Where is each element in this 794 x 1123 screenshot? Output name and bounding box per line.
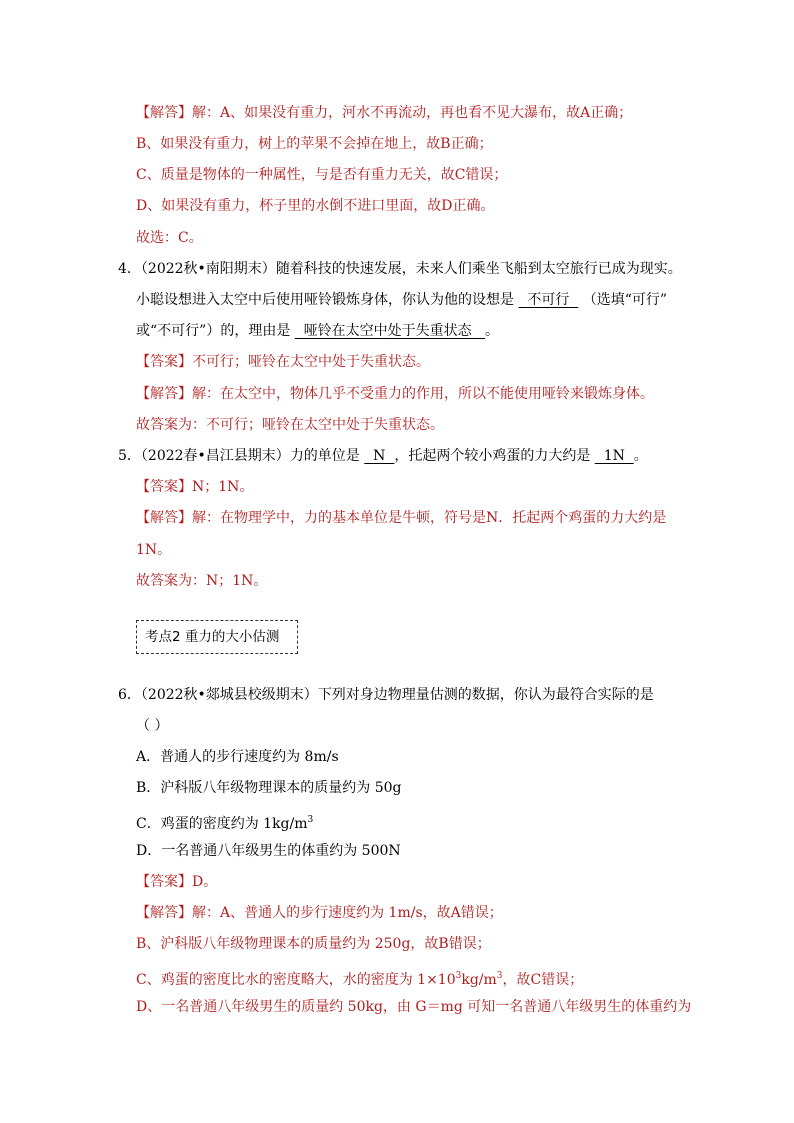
q5-answer-tag: 【答案】 [136,479,192,495]
q4-answer: 【答案】不可行；哑铃在太空中处于失重状态。 [136,354,430,370]
q6-source: （2022秋•郯城县校级期末） [140,687,318,703]
section-title: 考点2 重力的大小估测 [145,629,280,645]
q3-solution-line-1: 【解答】解：A、如果没有重力，河水不再流动，再也看不见大瀑布，故A正确； [136,105,633,121]
q4-jieda-tag: 【解答】 [136,386,192,402]
q3-conclusion: 故选：C。 [136,230,203,246]
q4-solution: 【解答】解：在太空中，物体几乎不受重力的作用，所以不能使用哑铃来锻炼身体。 [136,386,654,402]
q5-blank-1: N [373,448,386,464]
q4-blank-1: 不可行 [527,292,570,308]
q4-conclusion: 故答案为：不可行；哑铃在太空中处于失重状态。 [136,417,444,433]
q6-solution-line-1: 【解答】解：A、普通人的步行速度约为 1m/s，故A错误； [136,905,503,921]
q6-option-c: C．鸡蛋的密度约为 $1kg/m^3$ [136,815,314,832]
q6-solution-line-2: B、沪科版八年级物理课本的质量约为 250g，故B错误； [136,936,491,952]
q3-solution-line-2: B、如果没有重力，树上的苹果不会掉在地上，故B正确； [136,136,493,152]
q6-option-b: B．沪科版八年级物理课本的质量约为 50g [136,780,402,796]
q5-jieda-tag: 【解答】 [136,510,192,526]
q5-answer: 【答案】N；1N。 [136,479,254,495]
q5-solution-line-2: 1N。 [136,542,172,558]
q4-stem-line-3: 或“不可行”）的，理由是 哑铃在太空中处于失重状态 。 [136,323,500,339]
q5-blank-2: 1N [603,448,625,464]
q6-option-d: D．一名普通八年级男生的体重约为 500N [136,843,401,859]
q3-jieda-tag: 【解答】 [136,105,192,121]
q6-stem: 6．（2022秋•郯城县校级期末）下列对身边物理量估测的数据，你认为最符合实际的是 [118,687,654,703]
q6-solution-line-4: D、一名普通八年级男生的质量约 50kg，由 G＝mg 可知一名普通八年级男生的体重约为 [136,999,692,1015]
q5-conclusion: 故答案为：N；1N。 [136,573,268,589]
q5-source: （2022春•昌江县期末） [140,448,290,464]
q4-answer-tag: 【答案】 [136,354,192,370]
q5-stem: 5．（2022春•昌江县期末）力的单位是 N ，托起两个较小鸡蛋的力大约是 1N 。 [118,448,648,464]
q5-solution-line-1: 【解答】解：在物理学中，力的基本单位是牛顿，符号是N．托起两个鸡蛋的力大约是 [136,510,667,526]
q6-paren: （ ） [136,718,169,734]
q6-solution-line-3: C、鸡蛋的密度比水的密度略大，水的密度为 $1\times 10^3kg/m^3$，故C错误； [136,971,584,988]
q4-stem-line-2: 小聪设想进入太空中后使用哑铃锻炼身体，你认为他的设想是 不可行 （选填“可行” [136,292,668,308]
q3-solution-line-4: D、如果没有重力，杯子里的水倒不进口里面，故D正确。 [136,198,495,214]
q6-answer: 【答案】D。 [136,874,218,890]
section-title-box [136,620,298,654]
q4-source: （2022秋•南阳期末） [140,261,276,277]
q6-number: 6． [118,687,141,703]
q5-number: 5． [118,448,141,464]
q6-option-a: A．普通人的步行速度约为 8m/s [136,749,339,765]
q4-blank-2: 哑铃在太空中处于失重状态 [303,323,472,339]
q4-stem-line-1: 4．（2022秋•南阳期末）随着科技的快速发展，未来人们乘坐飞船到太空旅行已成为现实。 [118,261,682,277]
q6-answer-tag: 【答案】 [136,874,192,890]
q3-solution-line-3: C、质量是物体的一种属性，与是否有重力无关，故C错误； [136,167,508,183]
q6-jieda-tag: 【解答】 [136,905,192,921]
q4-number: 4． [118,261,141,277]
